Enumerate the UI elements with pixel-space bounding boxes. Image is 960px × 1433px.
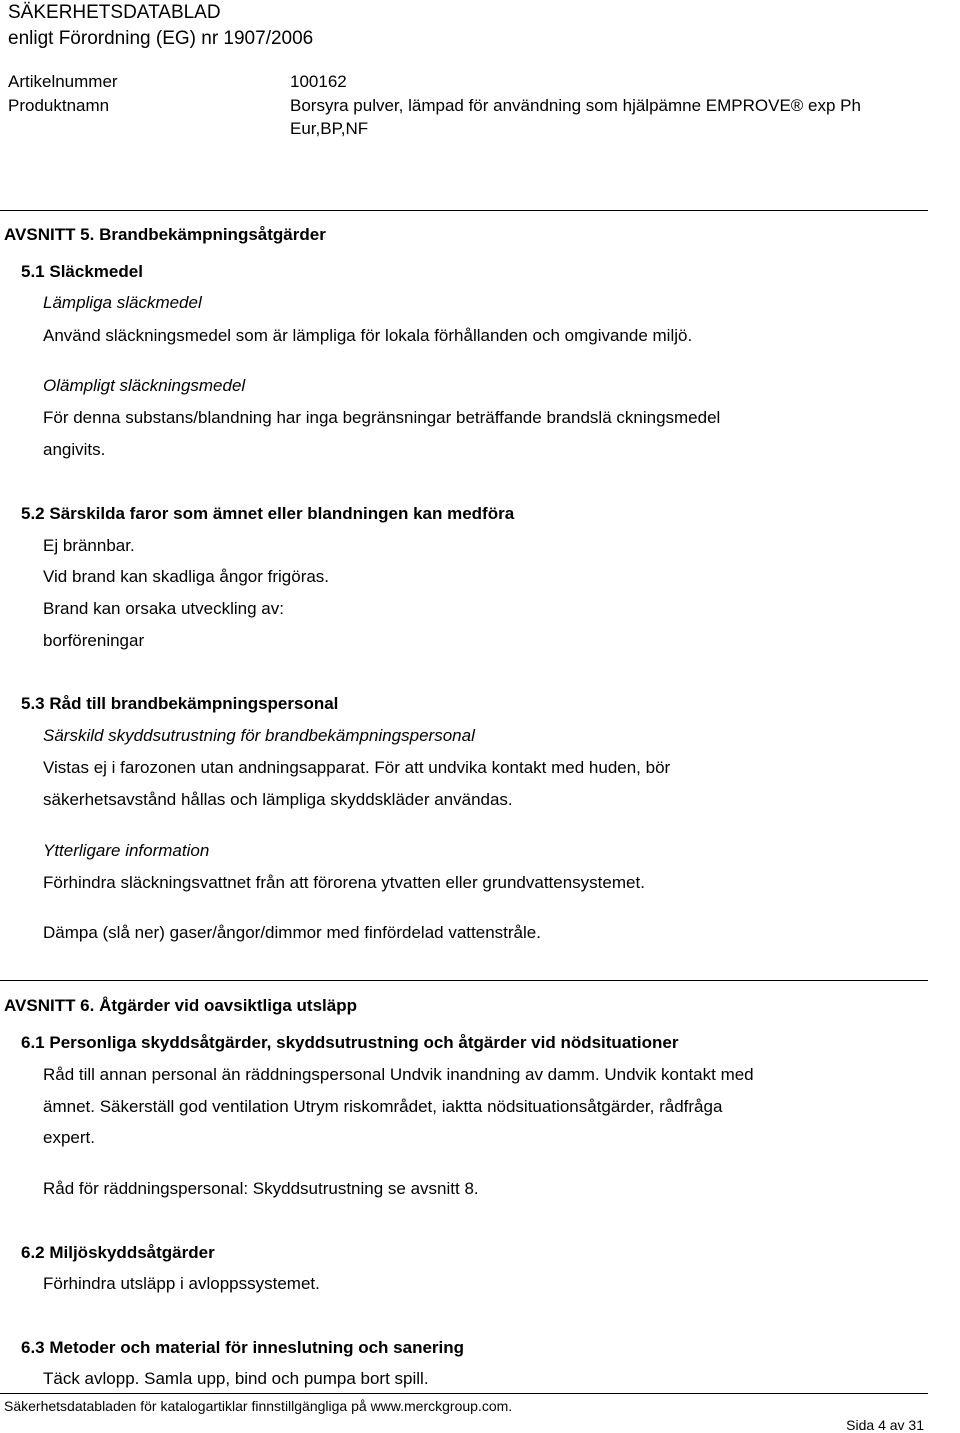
regulation-text: enligt Förordning (EG) nr 1907/2006: [8, 28, 314, 49]
footer-divider: [0, 1393, 928, 1394]
section-6-title: AVSNITT 6. Åtgärder vid oavsiktliga utsläpp: [4, 996, 357, 1015]
further-information-text: Dämpa (slå ner) gaser/ångor/dimmor med finfördelad vattenstråle.: [43, 923, 541, 942]
page-number: Sida 4 av 31: [846, 1417, 924, 1433]
subsection-6-1-title: 6.1 Personliga skyddsåtgärder, skyddsutrustning och åtgärder vid nödsituationer: [21, 1033, 679, 1052]
hazard-line: borföreningar: [43, 631, 145, 650]
protective-equipment-text-continued: säkerhetsavstånd hållas och lämpliga skyddskläder användas.: [43, 790, 513, 809]
section-divider: [0, 980, 928, 981]
subsection-6-3-title: 6.3 Metoder och material för inneslutning och sanering: [21, 1338, 465, 1357]
section-divider: [0, 210, 928, 211]
article-number-label: Artikelnummer: [8, 72, 118, 91]
subsection-5-2-title: 5.2 Särskilda faror som ämnet eller blandningen kan medföra: [21, 504, 515, 523]
subsection-5-1-title: 5.1 Släckmedel: [21, 262, 143, 281]
unsuitable-media-label: Olämpligt släckningsmedel: [43, 376, 246, 395]
protective-equipment-label: Särskild skyddsutrustning för brandbekämpningspersonal: [43, 726, 475, 745]
personal-precautions-text-continued: ämnet. Säkerställ god ventilation Utrym riskområdet, iaktta nödsituationsåtgärder, rådfråga: [43, 1097, 723, 1116]
unsuitable-media-text-continued: angivits.: [43, 440, 106, 459]
document-title: SÄKERHETSDATABLAD: [8, 2, 221, 23]
further-information-label: Ytterligare information: [43, 841, 210, 860]
product-name-value: Borsyra pulver, lämpad för användning som hjälpämne EMPROVE® exp Ph: [290, 96, 861, 115]
personal-precautions-text: Råd till annan personal än räddningspersonal Undvik inandning av damm. Undvik kontakt med: [43, 1065, 754, 1084]
further-information-text: Förhindra släckningsvattnet från att förorena ytvatten eller grundvattensystemet.: [43, 873, 645, 892]
subsection-5-3-title: 5.3 Råd till brandbekämpningspersonal: [21, 694, 339, 713]
product-name-value-continued: Eur,BP,NF: [290, 119, 369, 138]
hazard-line: Vid brand kan skadliga ångor frigöras.: [43, 567, 330, 586]
article-number-value: 100162: [290, 72, 347, 91]
product-name-label: Produktnamn: [8, 96, 110, 115]
section-5-title: AVSNITT 5. Brandbekämpningsåtgärder: [4, 225, 326, 244]
unsuitable-media-text: För denna substans/blandning har inga begränsningar beträffande brandslä ckningsmedel: [43, 408, 721, 427]
personal-precautions-text-continued: expert.: [43, 1128, 95, 1147]
suitable-media-label: Lämpliga släckmedel: [43, 293, 202, 312]
environmental-precautions-text: Förhindra utsläpp i avloppssystemet.: [43, 1274, 320, 1293]
containment-text: Täck avlopp. Samla upp, bind och pumpa bort spill.: [43, 1369, 429, 1388]
protective-equipment-text: Vistas ej i farozonen utan andningsapparat. För att undvika kontakt med huden, bör: [43, 758, 671, 777]
suitable-media-text: Använd släckningsmedel som är lämpliga för lokala förhållanden och omgivande miljö.: [43, 326, 693, 345]
hazard-line: Ej brännbar.: [43, 536, 135, 555]
footer-note: Säkerhetsdatabladen för katalogartiklar finnstillgängliga på www.merckgroup.com.: [4, 1398, 513, 1414]
hazard-line: Brand kan orsaka utveckling av:: [43, 599, 284, 618]
emergency-responders-text: Råd för räddningspersonal: Skyddsutrustning se avsnitt 8.: [43, 1179, 479, 1198]
subsection-6-2-title: 6.2 Miljöskyddsåtgärder: [21, 1243, 215, 1262]
